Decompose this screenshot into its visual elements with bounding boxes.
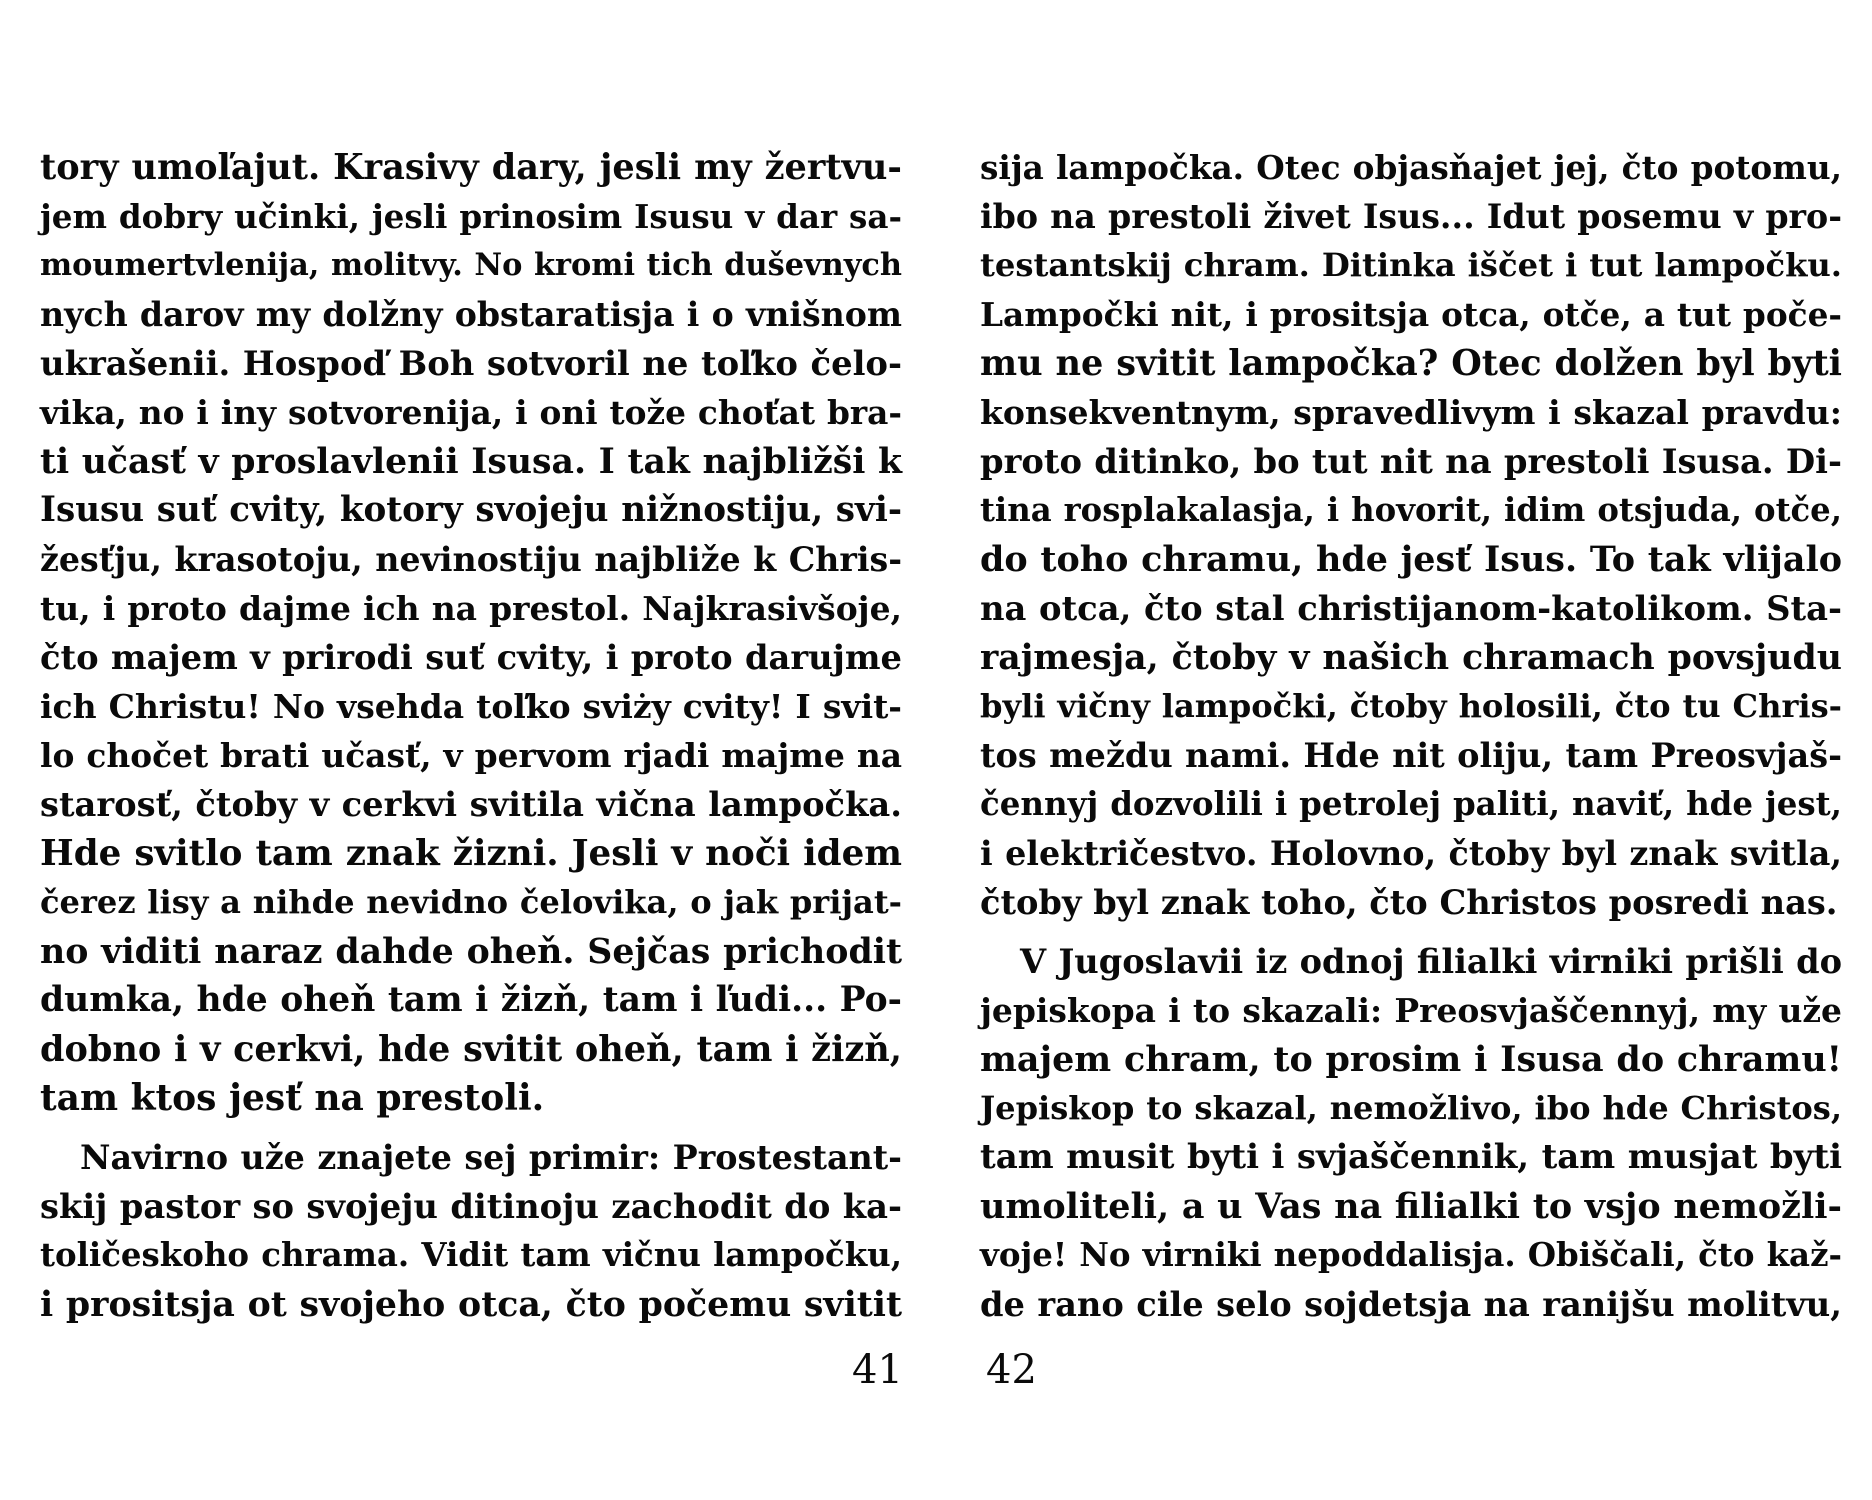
text-line: žesťju, krasotoju, nevinostiju najbliže k Chris- [40, 540, 902, 579]
text-line: ibo na prestoli živet Isus... Idut posemu v pro- [980, 197, 1842, 236]
text-line: Lampočki nit, i prositsja otca, otče, a tut poče- [980, 295, 1842, 334]
text-line: rajmesja, čtoby v našich chramach povsjudu [980, 637, 1842, 678]
right-page-text [980, 143, 1842, 1329]
text-line: jem dobry učinki, jesli prinosim Isusu v dar sa- [40, 197, 902, 236]
text-line: voje! No virniki nepoddalisja. Obiščali, čto kaž- [980, 1236, 1842, 1274]
text-line: byli vičny lampočki, čtoby holosili, čto tu Chris- [980, 687, 1842, 725]
text-line: starosť, čtoby v cerkvi svitila vična lampočka. [40, 784, 902, 824]
text-line: skij pastor so svojeju ditinoju zachodit do ka- [40, 1186, 902, 1226]
text-line: lo chočet brati učasť, v pervom rjadi majme na [40, 736, 902, 775]
text-line: sija lampočka. Otec objasňajet jej, čto potomu, [980, 148, 1842, 187]
text-line: tina rosplakalasja, i hovorit, idim otsjuda, otče, [980, 491, 1842, 529]
text-line: umoliteli, a u Vas na filialki to vsjo nemožli- [980, 1186, 1842, 1227]
text-line: čto majem v prirodi suť cvity, i proto darujme [40, 637, 902, 677]
text-line: čennyj dozvolili i petrolej paliti, naviť, hde jest, [980, 785, 1842, 823]
text-line: V Jugoslavii iz odnoj filialki virniki prišli do [1020, 941, 1842, 981]
text-line: testantskij chram. Ditinka iščet i tut lampočku. [980, 246, 1842, 284]
text-line: Navirno uže znajete sej primir: Prostestant- [80, 1138, 902, 1177]
text-line: ukrašenii. Hospoď Boh sotvoril ne toľko čelo- [40, 343, 902, 383]
text-line: proto ditinko, bo tut nit na prestoli Isusa. Di- [980, 441, 1842, 481]
text-line: toličeskoho chrama. Vidit tam vičnu lampočku, [40, 1236, 902, 1274]
text-line: čtoby byl znak toho, čto Christos posredi nas. [980, 882, 1838, 922]
text-line: majem chram, to prosim i Isusa do chramu! [980, 1039, 1842, 1080]
text-line: i električestvo. Holovno, čtoby byl znak svitla, [980, 834, 1842, 873]
text-line: tam ktos jesť na prestoli. [40, 1077, 545, 1119]
text-line: tory umoľajut. Krasivy dary, jesli my žertvu- [40, 147, 902, 188]
text-line: de rano cile selo sojdetsja na ranijšu molitvu, [980, 1284, 1842, 1324]
paragraph-gap [40, 1123, 902, 1133]
page-number-right: 42 [986, 1347, 1037, 1393]
paragraph-gap [980, 927, 1842, 937]
text-line: do toho chramu, hde jesť Isus. To tak vlijalo [980, 539, 1842, 580]
text-line: tu, i proto dajme ich na prestol. Najkrasivšoje, [40, 589, 902, 628]
left-page-text [40, 143, 902, 1329]
text-line: jepiskopa i to skazali: Preosvjaščennyj, my uže [980, 991, 1842, 1030]
text-line: vika, no i iny sotvorenija, i oni tože choťat bra- [40, 393, 902, 432]
text-line: ti učasť v proslavlenii Isusa. I tak najbližši k [40, 441, 902, 482]
text-line: Isusu suť cvity, kotory svojeju nižnostiju, svi- [40, 490, 902, 530]
text-line: tam musit byti i svjaščennik, tam musjat byti [980, 1137, 1842, 1177]
text-line: nych darov my dolžny obstaratisja i o vnišnom [40, 295, 902, 334]
text-line: ich Christu! No vsehda toľko sviży cvity! I svit- [40, 687, 902, 726]
page-number-left: 41 [852, 1347, 903, 1393]
text-line: konsekventnym, spravedlivym i skazal pravdu: [980, 393, 1842, 432]
text-line: mu ne svitit lampočka? Otec dolžen byl byti [980, 343, 1842, 384]
text-line: i prositsja ot svojeho otca, čto počemu svitit [40, 1284, 902, 1325]
text-line: moumertvlenija, molitvy. No kromi tich duševnych [40, 247, 902, 283]
text-line: na otca, čto stal christijanom-katolikom. Sta- [980, 588, 1842, 628]
text-line: Jepiskop to skazal, nemožlivo, ibo hde Christos, [980, 1089, 1842, 1127]
text-line: no viditi naraz dahde oheň. Sejčas prichodit [40, 931, 902, 972]
text-line: tos meždu nami. Hde nit oliju, tam Preosvjaš- [980, 736, 1842, 775]
text-line: dobno i v cerkvi, hde svitit oheň, tam i žizň, [40, 1029, 902, 1070]
text-line: dumka, hde oheň tam i žizň, tam i ľudi... Po- [40, 980, 902, 1020]
text-line: Hde svitlo tam znak žizni. Jesli v noči idem [40, 833, 902, 874]
text-line: čerez lisy a nihde nevidno čelovika, o jak prijat- [40, 883, 902, 921]
